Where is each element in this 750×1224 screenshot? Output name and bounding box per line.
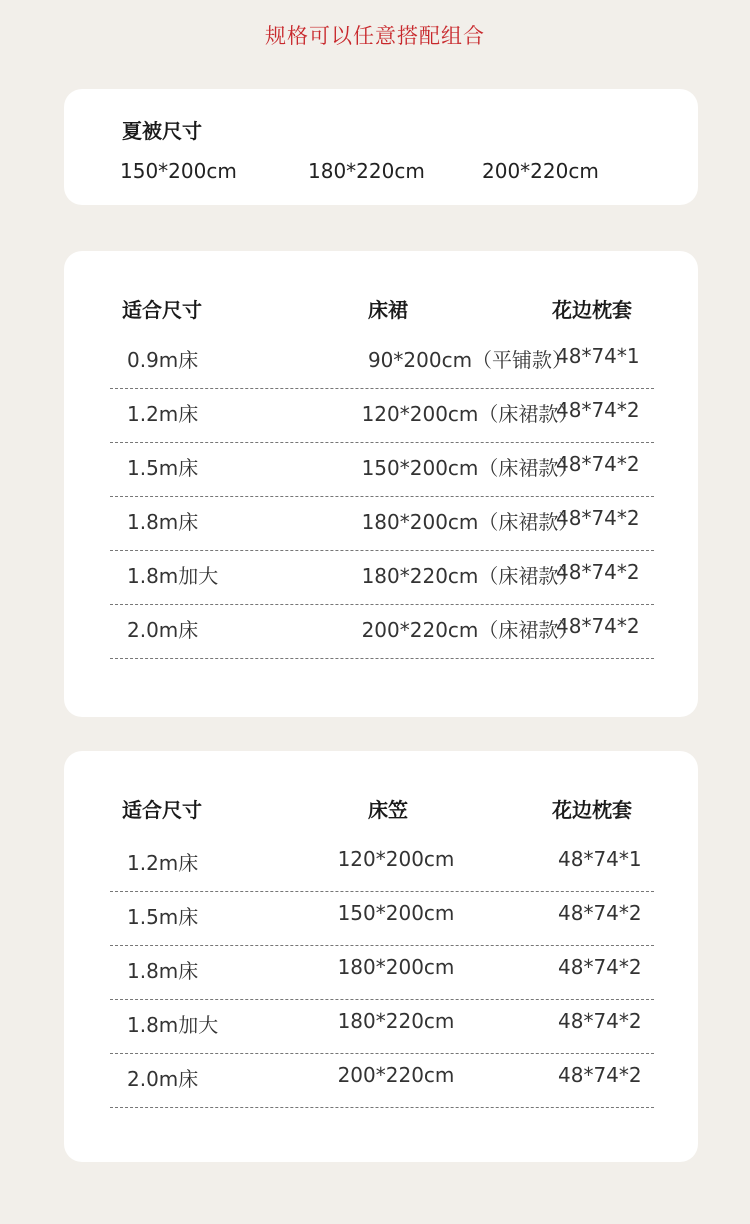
summer-quilt-title: 夏被尺寸 <box>122 119 202 143</box>
summer-quilt-size: 200*220cm <box>482 159 599 183</box>
table-row <box>110 335 654 389</box>
cell-pillowcase: 48*74*2 <box>556 560 640 584</box>
table-row <box>110 946 654 1000</box>
cell-pillowcase: 48*74*2 <box>558 1009 642 1033</box>
cell-product-size: 90*200cm（平铺款） <box>367 348 573 372</box>
summer-quilt-card <box>64 89 698 205</box>
cell-pillowcase: 48*74*2 <box>556 614 640 638</box>
cell-product-size: 120*200cm <box>337 847 455 871</box>
cell-product-size: 150*200cm <box>337 901 455 925</box>
cell-pillowcase: 48*74*2 <box>558 1063 642 1087</box>
cell-product-size: 200*220cm（床裙款） <box>361 618 579 642</box>
fitted-sheet-card <box>64 751 698 1162</box>
cell-pillowcase: 48*74*1 <box>558 847 642 871</box>
cell-pillowcase: 48*74*1 <box>556 344 640 368</box>
cell-product-size: 180*200cm（床裙款） <box>361 510 579 534</box>
cell-fit-size: 1.8m加大 <box>127 564 219 588</box>
header-bed-skirt: 床裙 <box>368 298 408 322</box>
cell-fit-size: 0.9m床 <box>127 348 199 372</box>
page-title: 规格可以任意搭配组合 <box>265 24 485 48</box>
table-row <box>110 1054 654 1108</box>
table-row <box>110 892 654 946</box>
header-fitted-sheet: 床笠 <box>368 798 408 822</box>
cell-pillowcase: 48*74*2 <box>558 901 642 925</box>
table-row <box>110 605 654 659</box>
table-row <box>110 1000 654 1054</box>
cell-product-size: 150*200cm（床裙款） <box>361 456 579 480</box>
cell-product-size: 120*200cm（床裙款） <box>361 402 579 426</box>
cell-fit-size: 1.5m床 <box>127 905 199 929</box>
cell-fit-size: 2.0m床 <box>127 618 199 642</box>
cell-product-size: 180*200cm <box>337 955 455 979</box>
cell-fit-size: 1.5m床 <box>127 456 199 480</box>
header-pillowcase: 花边枕套 <box>552 298 632 322</box>
cell-fit-size: 1.2m床 <box>127 402 199 426</box>
summer-quilt-size: 180*220cm <box>308 159 425 183</box>
summer-quilt-size: 150*200cm <box>120 159 237 183</box>
cell-fit-size: 1.2m床 <box>127 851 199 875</box>
cell-product-size: 180*220cm（床裙款） <box>361 564 579 588</box>
header-pillowcase: 花边枕套 <box>552 798 632 822</box>
table-row <box>110 389 654 443</box>
cell-pillowcase: 48*74*2 <box>556 452 640 476</box>
table-row <box>110 838 654 892</box>
cell-pillowcase: 48*74*2 <box>556 398 640 422</box>
bed-skirt-card <box>64 251 698 717</box>
cell-fit-size: 1.8m床 <box>127 959 199 983</box>
cell-fit-size: 1.8m加大 <box>127 1013 219 1037</box>
cell-fit-size: 1.8m床 <box>127 510 199 534</box>
table-row <box>110 443 654 497</box>
cell-pillowcase: 48*74*2 <box>558 955 642 979</box>
table-row <box>110 497 654 551</box>
fitted-sheet-table-header <box>64 794 698 824</box>
table-row <box>110 551 654 605</box>
cell-fit-size: 2.0m床 <box>127 1067 199 1091</box>
header-fit-size: 适合尺寸 <box>122 298 202 322</box>
cell-pillowcase: 48*74*2 <box>556 506 640 530</box>
bed-skirt-table-header <box>64 294 698 324</box>
cell-product-size: 180*220cm <box>337 1009 455 1033</box>
header-fit-size: 适合尺寸 <box>122 798 202 822</box>
cell-product-size: 200*220cm <box>337 1063 455 1087</box>
